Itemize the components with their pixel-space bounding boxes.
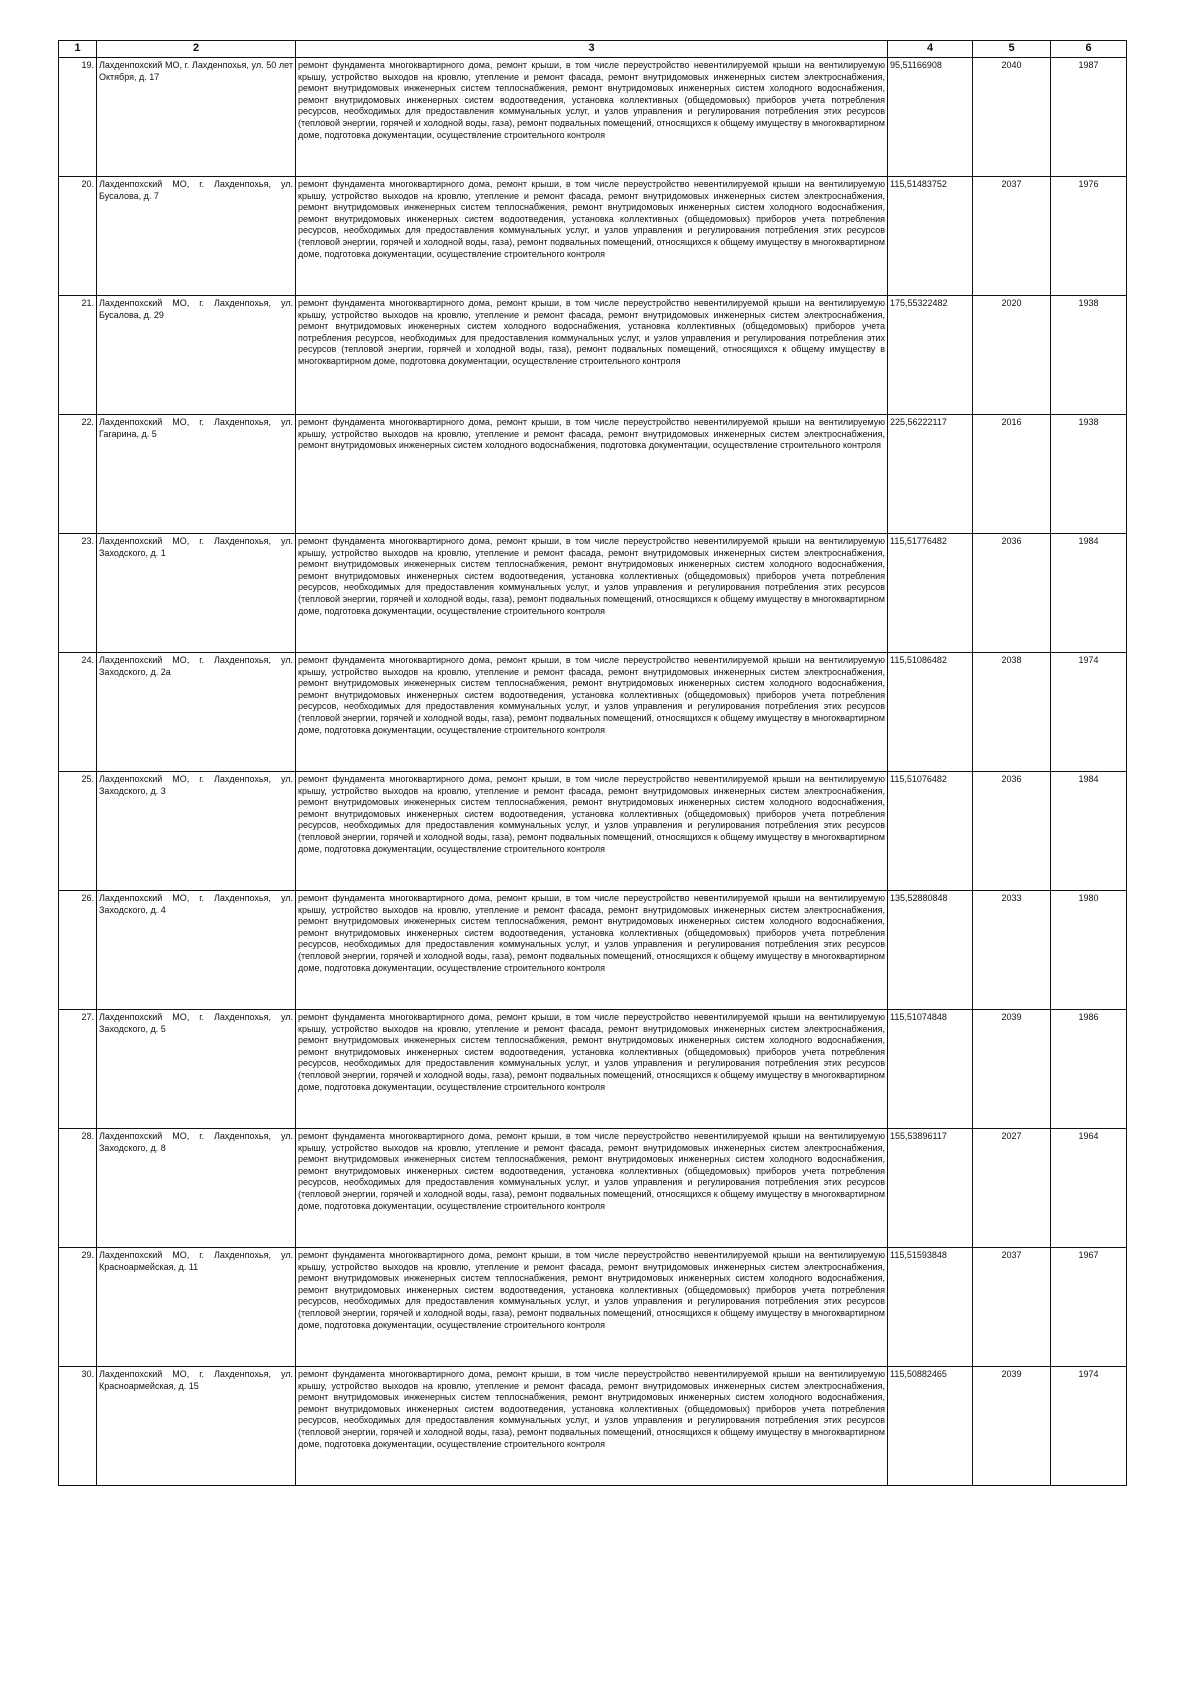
row-cost: 115,50882465 [888,1367,973,1486]
column-header-4: 4 [888,41,973,58]
row-works: ремонт фундамента многоквартирного дома, ремонт крыши, в том числе переустройство невентилируемой крыши на вентилируемую крышу, устройство выходов на кровлю, утепление и ремонт фасада, ремонт внутридомовых инженерных систем электроснабжения, ремонт внутридомовых инженерных систем теплоснабжения, ремонт внутридомовых инженерных систем холодного водоснабжения, ремонт внутридомовых инженерных систем водоотведения, установка коллективных (общедомовых) приборов учета потребления ресурсов, необходимых для предоставления коммунальных услуг, и узлов управления и регулирования потребления этих ресурсов (тепловой энергии, горячей и холодной воды, газа), ремонт подвальных помещений, относящихся к общему имуществу в многоквартирном доме, подготовка документации, осуществление строительного контроля [296,891,888,1010]
table-row [59,1367,1127,1486]
row-cost: 95,51166908 [888,58,973,177]
row-number: 22. [59,415,97,534]
row-address: Лахденпохский МО, г. Лахденпохья, ул. Бусалова, д. 29 [97,296,296,415]
row-number: 20. [59,177,97,296]
table-row [59,415,1127,534]
row-address: Лахденпохский МО, г. Лахденпохья, ул. Заходского, д. 2а [97,653,296,772]
row-address: Лахденпохский МО, г. Лахденпохья, ул. Заходского, д. 8 [97,1129,296,1248]
row-cost: 115,51086482 [888,653,973,772]
row-year: 2039 [973,1367,1051,1486]
row-built: 1974 [1051,1367,1127,1486]
row-address: Лахденпохский МО, г. Лахденпохья, ул. Гагарина, д. 5 [97,415,296,534]
column-header-5: 5 [973,41,1051,58]
row-number: 19. [59,58,97,177]
row-built: 1976 [1051,177,1127,296]
row-works: ремонт фундамента многоквартирного дома, ремонт крыши, в том числе переустройство невентилируемой крыши на вентилируемую крышу, устройство выходов на кровлю, утепление и ремонт фасада, ремонт внутридомовых инженерных систем электроснабжения, ремонт внутридомовых инженерных систем теплоснабжения, ремонт внутридомовых инженерных систем холодного водоснабжения, ремонт внутридомовых инженерных систем водоотведения, установка коллективных (общедомовых) приборов учета потребления ресурсов, необходимых для предоставления коммунальных услуг, и узлов управления и регулирования потребления этих ресурсов (тепловой энергии, горячей и холодной воды, газа), ремонт подвальных помещений, относящихся к общему имуществу в многоквартирном доме, подготовка документации, осуществление строительного контроля [296,1248,888,1367]
row-address: Лахденпохский МО, г. Лахденпохья, ул. 50 лет Октября, д. 17 [97,58,296,177]
row-built: 1967 [1051,1248,1127,1367]
row-year: 2033 [973,891,1051,1010]
row-year: 2020 [973,296,1051,415]
row-works: ремонт фундамента многоквартирного дома, ремонт крыши, в том числе переустройство невентилируемой крыши на вентилируемую крышу, устройство выходов на кровлю, утепление и ремонт фасада, ремонт внутридомовых инженерных систем электроснабжения, ремонт внутридомовых инженерных систем теплоснабжения, ремонт внутридомовых инженерных систем холодного водоснабжения, ремонт внутридомовых инженерных систем водоотведения, установка коллективных (общедомовых) приборов учета потребления ресурсов, необходимых для предоставления коммунальных услуг, и узлов управления и регулирования потребления этих ресурсов (тепловой энергии, горячей и холодной воды, газа), ремонт подвальных помещений, относящихся к общему имуществу в многоквартирном доме, подготовка документации, осуществление строительного контроля [296,534,888,653]
row-year: 2037 [973,177,1051,296]
table-row [59,772,1127,891]
column-header-6: 6 [1051,41,1127,58]
row-number: 27. [59,1010,97,1129]
row-year: 2036 [973,534,1051,653]
row-built: 1974 [1051,653,1127,772]
row-year: 2027 [973,1129,1051,1248]
row-address: Лахденпохский МО, г. Лахденпохья, ул. Бусалова, д. 7 [97,177,296,296]
table-row [59,1010,1127,1129]
row-works: ремонт фундамента многоквартирного дома, ремонт крыши, в том числе переустройство невентилируемой крыши на вентилируемую крышу, устройство выходов на кровлю, утепление и ремонт фасада, ремонт внутридомовых инженерных систем электроснабжения, ремонт внутридомовых инженерных систем холодного водоснабжения, подготовка документации, осуществление строительного контроля [296,415,888,534]
table-row [59,1248,1127,1367]
column-header-2: 2 [97,41,296,58]
row-cost: 175,55322482 [888,296,973,415]
row-number: 29. [59,1248,97,1367]
row-works: ремонт фундамента многоквартирного дома, ремонт крыши, в том числе переустройство невентилируемой крыши на вентилируемую крышу, устройство выходов на кровлю, утепление и ремонт фасада, ремонт внутридомовых инженерных систем электроснабжения, ремонт внутридомовых инженерных систем холодного водоснабжения, установка коллективных (общедомовых) приборов учета потребления ресурсов, необходимых для предоставления коммунальных услуг, и узлов управления и регулирования потребления этих ресурсов (тепловой энергии, горячей и холодной воды, газа), ремонт подвальных помещений, относящихся к общему имуществу в многоквартирном доме, подготовка документации, осуществление строительного контроля [296,296,888,415]
table-header-row [59,41,1127,58]
row-year: 2038 [973,653,1051,772]
row-address: Лахденпохский МО, г. Лахденпохья, ул. Заходского, д. 1 [97,534,296,653]
row-built: 1980 [1051,891,1127,1010]
row-built: 1964 [1051,1129,1127,1248]
row-cost: 115,51483752 [888,177,973,296]
row-cost: 115,51076482 [888,772,973,891]
row-works: ремонт фундамента многоквартирного дома, ремонт крыши, в том числе переустройство невентилируемой крыши на вентилируемую крышу, устройство выходов на кровлю, утепление и ремонт фасада, ремонт внутридомовых инженерных систем электроснабжения, ремонт внутридомовых инженерных систем теплоснабжения, ремонт внутридомовых инженерных систем холодного водоснабжения, ремонт внутридомовых инженерных систем водоотведения, установка коллективных (общедомовых) приборов учета потребления ресурсов, необходимых для предоставления коммунальных услуг, и узлов управления и регулирования потребления этих ресурсов (тепловой энергии, горячей и холодной воды, газа), ремонт подвальных помещений, относящихся к общему имуществу в многоквартирном доме, подготовка документации, осуществление строительного контроля [296,1129,888,1248]
row-built: 1987 [1051,58,1127,177]
row-number: 30. [59,1367,97,1486]
table-row [59,653,1127,772]
row-year: 2040 [973,58,1051,177]
row-works: ремонт фундамента многоквартирного дома, ремонт крыши, в том числе переустройство невентилируемой крыши на вентилируемую крышу, устройство выходов на кровлю, утепление и ремонт фасада, ремонт внутридомовых инженерных систем электроснабжения, ремонт внутридомовых инженерных систем теплоснабжения, ремонт внутридомовых инженерных систем холодного водоснабжения, ремонт внутридомовых инженерных систем водоотведения, установка коллективных (общедомовых) приборов учета потребления ресурсов, необходимых для предоставления коммунальных услуг, и узлов управления и регулирования потребления этих ресурсов (тепловой энергии, горячей и холодной воды, газа), ремонт подвальных помещений, относящихся к общему имуществу в многоквартирном доме, подготовка документации, осуществление строительного контроля [296,58,888,177]
row-cost: 115,51593848 [888,1248,973,1367]
row-address: Лахденпохский МО, г. Лахденпохья, ул. Заходского, д. 4 [97,891,296,1010]
row-year: 2039 [973,1010,1051,1129]
row-address: Лахденпохский МО, г. Лахденпохья, ул. Красноармейская, д. 11 [97,1248,296,1367]
row-number: 23. [59,534,97,653]
row-works: ремонт фундамента многоквартирного дома, ремонт крыши, в том числе переустройство невентилируемой крыши на вентилируемую крышу, устройство выходов на кровлю, утепление и ремонт фасада, ремонт внутридомовых инженерных систем электроснабжения, ремонт внутридомовых инженерных систем теплоснабжения, ремонт внутридомовых инженерных систем холодного водоснабжения, ремонт внутридомовых инженерных систем водоотведения, установка коллективных (общедомовых) приборов учета потребления ресурсов, необходимых для предоставления коммунальных услуг, и узлов управления и регулирования потребления этих ресурсов (тепловой энергии, горячей и холодной воды, газа), ремонт подвальных помещений, относящихся к общему имуществу в многоквартирном доме, подготовка документации, осуществление строительного контроля [296,177,888,296]
row-built: 1938 [1051,296,1127,415]
row-number: 21. [59,296,97,415]
row-address: Лахденпохский МО, г. Лахденпохья, ул. Красноармейская, д. 15 [97,1367,296,1486]
row-built: 1986 [1051,1010,1127,1129]
row-cost: 115,51074848 [888,1010,973,1129]
row-built: 1984 [1051,772,1127,891]
row-cost: 225,56222117 [888,415,973,534]
row-built: 1984 [1051,534,1127,653]
row-works: ремонт фундамента многоквартирного дома, ремонт крыши, в том числе переустройство невентилируемой крыши на вентилируемую крышу, устройство выходов на кровлю, утепление и ремонт фасада, ремонт внутридомовых инженерных систем электроснабжения, ремонт внутридомовых инженерных систем теплоснабжения, ремонт внутридомовых инженерных систем холодного водоснабжения, ремонт внутридомовых инженерных систем водоотведения, установка коллективных (общедомовых) приборов учета потребления ресурсов, необходимых для предоставления коммунальных услуг, и узлов управления и регулирования потребления этих ресурсов (тепловой энергии, горячей и холодной воды, газа), ремонт подвальных помещений, относящихся к общему имуществу в многоквартирном доме, подготовка документации, осуществление строительного контроля [296,1010,888,1129]
row-number: 26. [59,891,97,1010]
row-number: 25. [59,772,97,891]
table-row [59,1129,1127,1248]
table-row [59,58,1127,177]
row-address: Лахденпохский МО, г. Лахденпохья, ул. Заходского, д. 3 [97,772,296,891]
row-works: ремонт фундамента многоквартирного дома, ремонт крыши, в том числе переустройство невентилируемой крыши на вентилируемую крышу, устройство выходов на кровлю, утепление и ремонт фасада, ремонт внутридомовых инженерных систем электроснабжения, ремонт внутридомовых инженерных систем теплоснабжения, ремонт внутридомовых инженерных систем холодного водоснабжения, ремонт внутридомовых инженерных систем водоотведения, установка коллективных (общедомовых) приборов учета потребления ресурсов, необходимых для предоставления коммунальных услуг, и узлов управления и регулирования потребления этих ресурсов (тепловой энергии, горячей и холодной воды, газа), ремонт подвальных помещений, относящихся к общему имуществу в многоквартирном доме, подготовка документации, осуществление строительного контроля [296,1367,888,1486]
row-cost: 155,53896117 [888,1129,973,1248]
row-cost: 115,51776482 [888,534,973,653]
column-header-3: 3 [296,41,888,58]
capital-repair-table [58,40,1127,1486]
table-row [59,534,1127,653]
row-address: Лахденпохский МО, г. Лахденпохья, ул. Заходского, д. 5 [97,1010,296,1129]
row-year: 2036 [973,772,1051,891]
row-year: 2037 [973,1248,1051,1367]
table-row [59,177,1127,296]
row-built: 1938 [1051,415,1127,534]
table-row [59,891,1127,1010]
row-number: 24. [59,653,97,772]
row-year: 2016 [973,415,1051,534]
row-number: 28. [59,1129,97,1248]
table-row [59,296,1127,415]
row-works: ремонт фундамента многоквартирного дома, ремонт крыши, в том числе переустройство невентилируемой крыши на вентилируемую крышу, устройство выходов на кровлю, утепление и ремонт фасада, ремонт внутридомовых инженерных систем электроснабжения, ремонт внутридомовых инженерных систем теплоснабжения, ремонт внутридомовых инженерных систем холодного водоснабжения, ремонт внутридомовых инженерных систем водоотведения, установка коллективных (общедомовых) приборов учета потребления ресурсов, необходимых для предоставления коммунальных услуг, и узлов управления и регулирования потребления этих ресурсов (тепловой энергии, горячей и холодной воды, газа), ремонт подвальных помещений, относящихся к общему имуществу в многоквартирном доме, подготовка документации, осуществление строительного контроля [296,653,888,772]
row-cost: 135,52880848 [888,891,973,1010]
column-header-1: 1 [59,41,97,58]
row-works: ремонт фундамента многоквартирного дома, ремонт крыши, в том числе переустройство невентилируемой крыши на вентилируемую крышу, устройство выходов на кровлю, утепление и ремонт фасада, ремонт внутридомовых инженерных систем электроснабжения, ремонт внутридомовых инженерных систем теплоснабжения, ремонт внутридомовых инженерных систем холодного водоснабжения, ремонт внутридомовых инженерных систем водоотведения, установка коллективных (общедомовых) приборов учета потребления ресурсов, необходимых для предоставления коммунальных услуг, и узлов управления и регулирования потребления этих ресурсов (тепловой энергии, горячей и холодной воды, газа), ремонт подвальных помещений, относящихся к общему имуществу в многоквартирном доме, подготовка документации, осуществление строительного контроля [296,772,888,891]
